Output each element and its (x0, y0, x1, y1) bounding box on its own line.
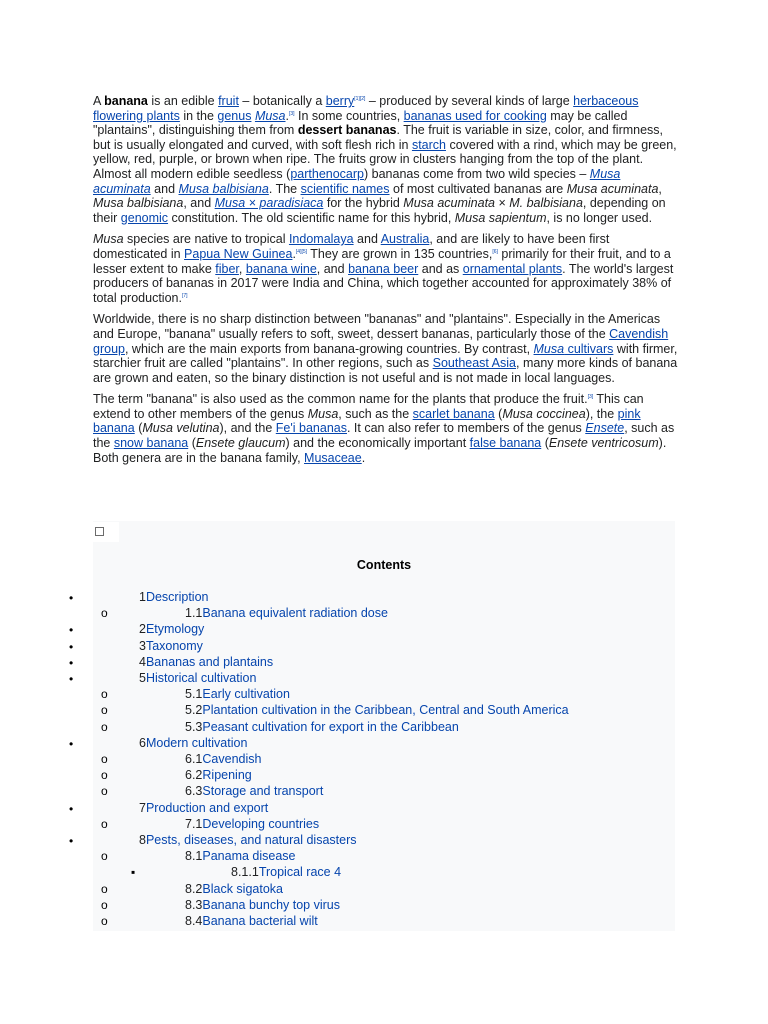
toc-bullet: ▪ (131, 865, 136, 879)
toc-item-label: Production and export (145, 801, 269, 815)
link-snow-banana[interactable]: snow banana (113, 436, 189, 451)
toc-item-number: 6.2 (185, 768, 203, 782)
toc-bullet: o (101, 882, 108, 896)
toc-item-number: 8.3 (185, 898, 203, 912)
toc-item-number: 4 (139, 655, 146, 669)
toc-item-number: 1.1 (185, 606, 203, 620)
toc-item-label: Cavendish (202, 752, 262, 766)
link-scarlet-banana[interactable]: scarlet banana (412, 406, 495, 421)
toc-bullet: • (69, 640, 74, 654)
link-musa-paradisiaca[interactable]: Musa × paradisiaca (214, 196, 324, 211)
link-musa-cultivars[interactable]: Musa cultivars (533, 341, 614, 356)
link-banana-wine[interactable]: banana wine (245, 261, 317, 276)
link-false-banana[interactable]: false banana (469, 436, 542, 451)
toc-item[interactable] (139, 621, 204, 637)
link-fiber[interactable]: fiber (215, 261, 239, 276)
toc-item-label: Ripening (202, 768, 252, 782)
toc-item-number: 6.1 (185, 752, 203, 766)
link-fei-bananas[interactable]: Fe'i bananas (275, 421, 347, 436)
toc-item-label: Modern cultivation (145, 736, 248, 750)
toc-item[interactable] (185, 897, 340, 913)
toc-item-label: Developing countries (202, 817, 320, 831)
toc-bullet: o (101, 849, 108, 863)
link-ornamental-plants[interactable]: ornamental plants (462, 261, 563, 276)
toc-item-label: Panama disease (202, 849, 296, 863)
link-papua-new-guinea[interactable]: Papua New Guinea (184, 246, 293, 261)
toc-item-label: Banana bunchy top virus (202, 898, 340, 912)
toc-bullet: • (69, 591, 74, 605)
toc-item[interactable] (185, 686, 290, 702)
link-southeast-asia[interactable]: Southeast Asia (432, 356, 517, 371)
toc-bullet: • (69, 623, 74, 637)
toc-item-label: Early cultivation (202, 687, 290, 701)
toc-item-number: 7 (139, 801, 146, 815)
link-cavendish-group[interactable]: Cavendish group (93, 326, 669, 356)
toc-item[interactable] (185, 719, 459, 735)
link-banana-beer[interactable]: banana beer (348, 261, 419, 276)
toc-item-number: 5 (139, 671, 146, 685)
toc-bullet: • (69, 834, 74, 848)
toc-item-label: Black sigatoka (202, 882, 283, 896)
toc-item[interactable] (139, 654, 273, 670)
toc-bullet: o (101, 784, 108, 798)
toc-item[interactable] (139, 832, 356, 848)
toc-bullet: o (101, 898, 108, 912)
toc-bullet: • (69, 656, 74, 670)
link-flowering-plants[interactable]: flowering plants (93, 108, 180, 123)
toc-bullet: • (69, 737, 74, 751)
link-starch[interactable]: starch (411, 137, 446, 152)
toc-item-label: Tropical race 4 (258, 865, 342, 879)
toc-item-number: 8 (139, 833, 146, 847)
toc-item-number: 5.3 (185, 720, 203, 734)
toc-item-label: Banana bacterial wilt (202, 914, 318, 928)
link-herbaceous[interactable]: herbaceous (573, 94, 639, 108)
toc-item-label: Historical cultivation (145, 671, 257, 685)
link-genomic[interactable]: genomic (120, 210, 169, 225)
toc-item-label: Etymology (145, 622, 205, 636)
link-musaceae[interactable]: Musaceae (304, 450, 362, 465)
toc-item-label: Description (145, 590, 209, 604)
toc-item[interactable] (185, 783, 323, 799)
link-musa-balbisiana[interactable]: Musa balbisiana (178, 181, 269, 196)
intro-paragraph-1: A banana is an edible fruit – botanically a berry[1][2] – produced by several kinds of large herbaceous flowering plants in the genus Musa.[3] In some countries, bananas used for cooking may be called "plantains", distinguishing them from dessert bananas. The fruit is variable in size, color, and firmness, but is usually elongated and curved, with soft flesh rich in starch covered with a rind, which may be green, yellow, red, purple, or brown when ripe. The fruits grow in clusters hanging from the top of the plant. Almost all modern edible seedless (parthenocarp) bananas come from two wild species – Musa acuminata and Musa balbisiana. The scientific names of most cultivated bananas are Musa acuminata, Musa balbisiana, and Musa × paradisiaca for the hybrid Musa acuminata × M. balbisiana, depending on their genomic constitution. The old scientific name for this hybrid, Musa sapientum, is no longer used. (93, 94, 677, 225)
toc-item[interactable] (185, 913, 318, 929)
link-musa[interactable]: Musa (254, 108, 286, 123)
toc-item-number: 3 (139, 639, 146, 653)
toc-item-number: 5.1 (185, 687, 203, 701)
toc-item-label: Storage and transport (202, 784, 324, 798)
toc-bullet: o (101, 606, 108, 620)
toc-item-label: Banana equivalent radiation dose (202, 606, 388, 620)
toc-item-number: 8.1 (185, 849, 203, 863)
toc-item-number: 8.1.1 (231, 865, 259, 879)
bold-term-dessert-bananas: dessert bananas (297, 123, 397, 138)
toc-item[interactable] (185, 848, 296, 864)
link-australia[interactable]: Australia (380, 232, 430, 247)
toc-item[interactable] (185, 881, 283, 897)
toc-item-number: 8.4 (185, 914, 203, 928)
toc-item-label: Peasant cultivation for export in the Caribbean (202, 720, 459, 734)
toc-item[interactable] (139, 589, 208, 605)
toc-title: Contents (356, 558, 412, 572)
citation[interactable]: [6] (492, 248, 498, 255)
link-genus[interactable]: genus (217, 108, 252, 123)
toc-item-number: 6 (139, 736, 146, 750)
toc-item[interactable] (185, 816, 319, 832)
link-berry[interactable]: berry (325, 94, 355, 108)
intro-paragraph-4: The term "banana" is also used as the common name for the plants that produce the fruit.[3] This can extend to other members of the genus Musa, such as the scarlet banana (Musa coccinea), the pink banana (Musa velutina), and the Fe'i bananas. It can also refer to members of the genus Ensete, such as the snow banana (Ensete glaucum) and the economically important false banana (Ensete ventricosum). Both genera are in the banana family, Musaceae. (93, 392, 675, 465)
intro-paragraph-3: Worldwide, there is no sharp distinction between "bananas" and "plantains". Especially in the Americas and Europe, "banana" usually refers to soft, sweet, dessert bananas, particularly those of the Cavendish group, which are the main exports from banana-growing countries. By contrast, Musa cultivars with firmer, starchier fruit are called "plantains". In other regions, such as Southeast Asia, many more kinds of banana are grown and eaten, so the binary distinction is not useful and is not made in local languages. (93, 312, 678, 385)
link-bananas-used-for-cooking[interactable]: bananas used for cooking (403, 108, 547, 123)
toc-item-number: 2 (139, 622, 146, 636)
toc-item[interactable] (139, 800, 268, 816)
toc-bullet: o (101, 914, 108, 928)
citation[interactable]: [1][2] (354, 95, 366, 102)
toc-item[interactable] (185, 767, 252, 783)
toc-bullet: o (101, 752, 108, 766)
toc-item-label: Bananas and plantains (145, 655, 274, 669)
citation[interactable]: [7] (181, 292, 188, 299)
link-musa-acuminata[interactable]: Musa acuminata (93, 166, 621, 196)
link-scientific-names[interactable]: scientific names (300, 181, 390, 196)
link-parthenocarp[interactable]: parthenocarp (290, 166, 364, 181)
toc-item-number: 1 (139, 590, 146, 604)
intro-paragraph-2: Musa species are native to tropical Indomalaya and Australia, and are likely to have been first domesticated in Papua New Guinea.[4][5] They are grown in 135 countries,[6] primarily for their fruit, and to a lesser extent to make fiber, banana wine, and banana beer and as ornamental plants. The world's largest producers of bananas in 2017 were India and China, which together accounted for approximately 38% of total production.[7] (93, 232, 674, 305)
toc-bullet: o (101, 768, 108, 782)
toc-bullet: • (69, 672, 74, 686)
toc-item[interactable] (185, 702, 569, 718)
toc-bullet: • (69, 802, 74, 816)
toc-item[interactable] (139, 670, 256, 686)
toc-bullet: o (101, 817, 108, 831)
toc-item-label: Taxonomy (145, 639, 203, 653)
toc-item[interactable] (185, 751, 261, 767)
toc-item[interactable] (231, 864, 341, 880)
toc-item-label: Pests, diseases, and natural disasters (145, 833, 357, 847)
toc-item-number: 6.3 (185, 784, 203, 798)
link-pink-banana[interactable]: pink banana (93, 406, 641, 436)
citation[interactable]: [3] (587, 394, 594, 401)
link-fruit[interactable]: fruit (218, 94, 239, 108)
toc-item-number: 5.2 (185, 703, 203, 717)
citation[interactable]: [4][5] (295, 248, 308, 255)
toc-item[interactable] (139, 638, 203, 654)
toc-item[interactable] (185, 605, 388, 621)
link-ensete[interactable]: Ensete (585, 421, 625, 436)
toc-bullet: o (101, 687, 108, 701)
link-indomalaya[interactable]: Indomalaya (288, 232, 354, 247)
toc-item-label: Plantation cultivation in the Caribbean, Central and South America (202, 703, 569, 717)
toc-item[interactable] (139, 735, 247, 751)
bold-term-banana: banana (104, 94, 148, 108)
toc-bullet: o (101, 703, 108, 717)
citation[interactable]: [3] (289, 110, 295, 117)
toc-item-number: 8.2 (185, 882, 203, 896)
toc-item-number: 7.1 (185, 817, 203, 831)
toc-bullet: o (101, 720, 108, 734)
